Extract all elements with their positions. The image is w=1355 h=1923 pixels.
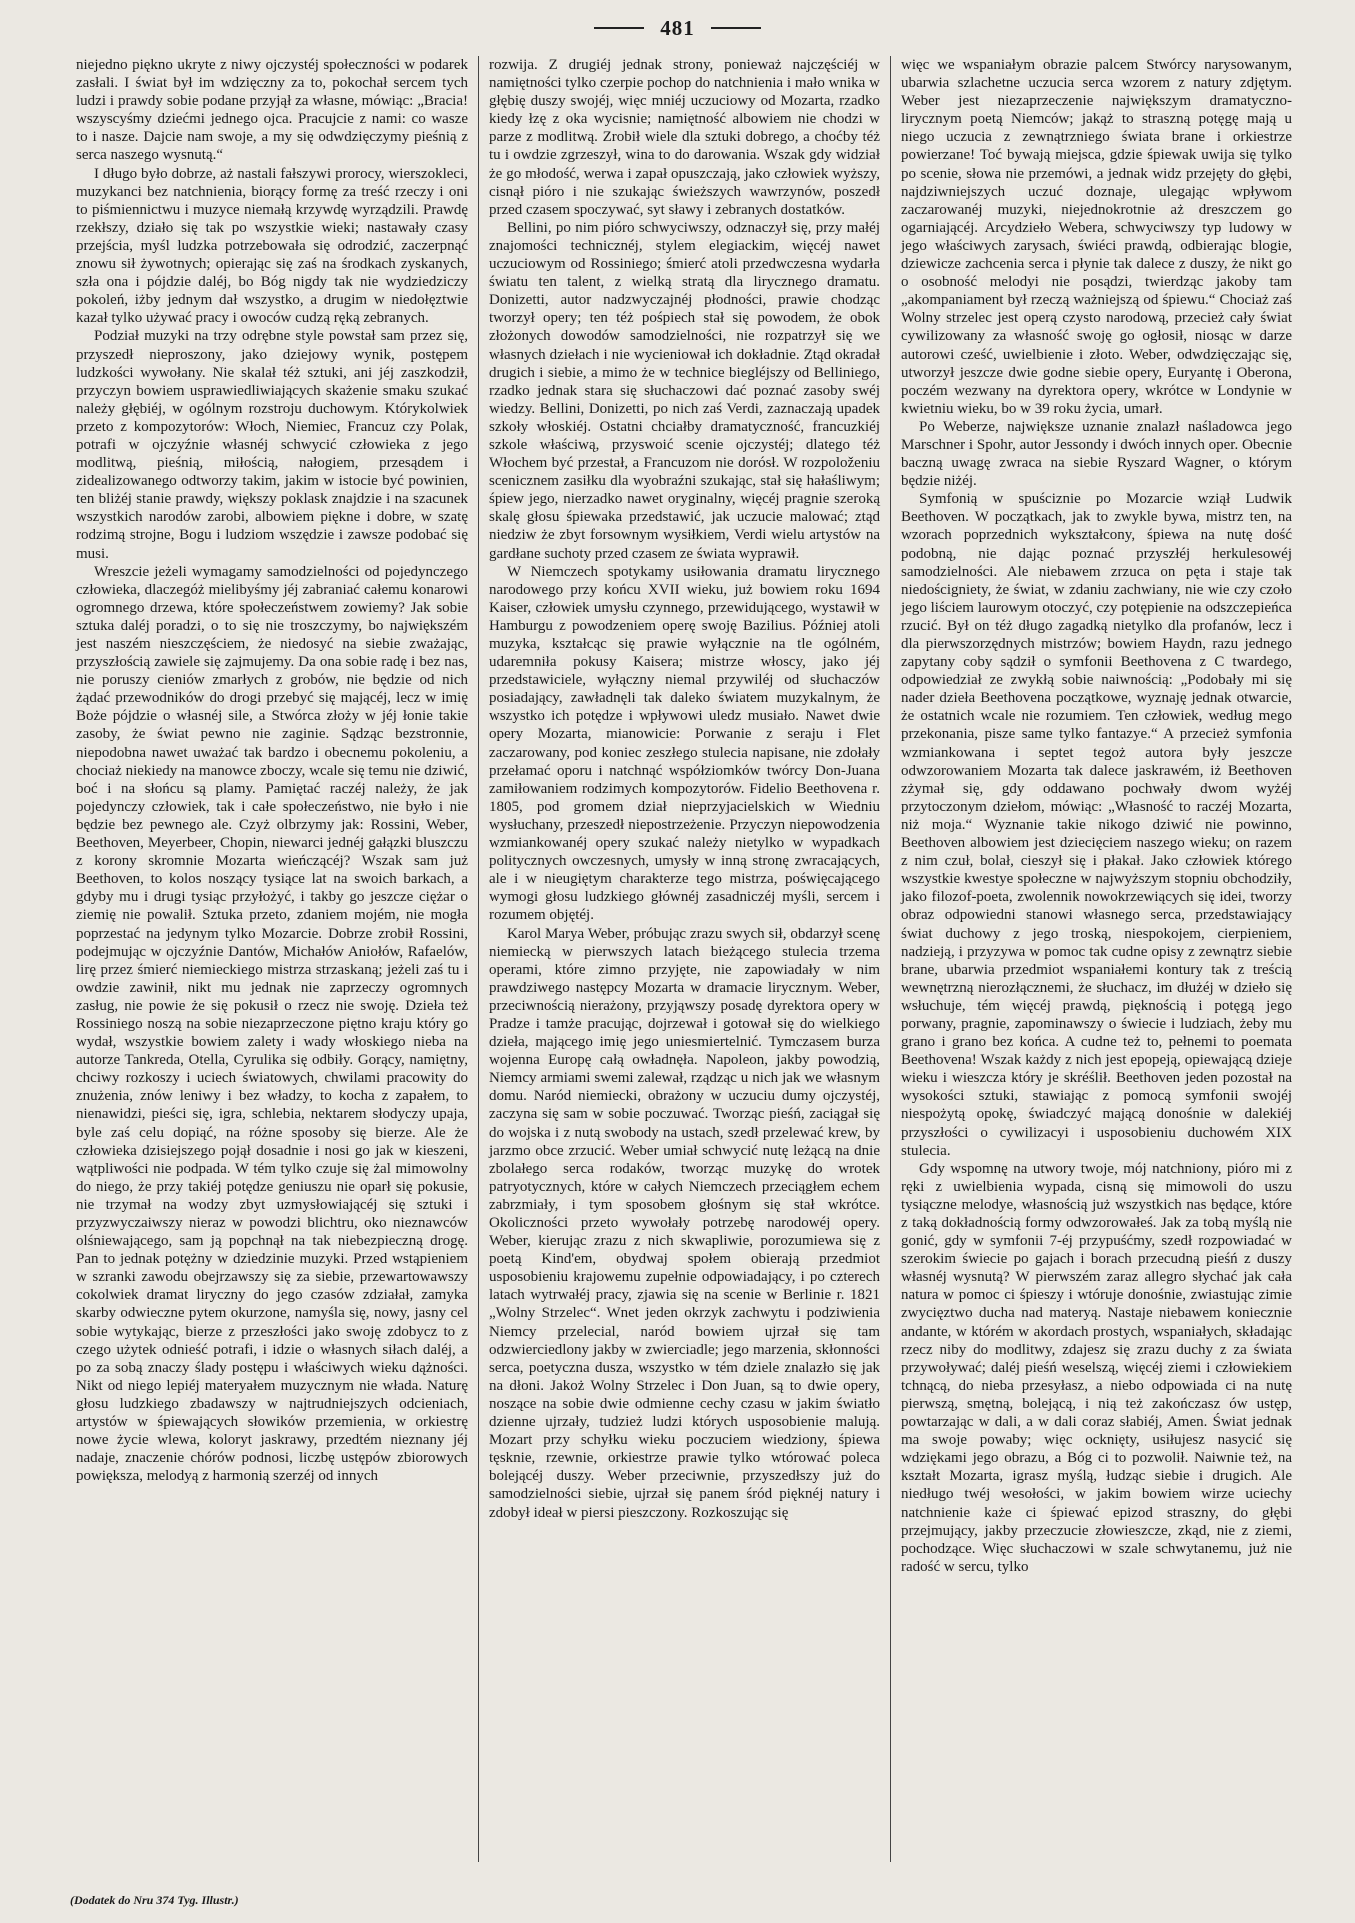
page-header xyxy=(0,14,1355,42)
article-paragraph: Symfonią w spuściznie po Mozarcie wziął Ludwik Beethoven. W początkach, jak to zwykle bywa, mistrz ten, na wzorach poprzednich wykształcony, śpiewa na nutę dość podobną, nie dając poznać przyszłéj herkulesowéj samodzielności. Ale niebawem zrzuca on pęta i staje tak niedościgniety, że świat, w zdaniu zachwiany, nie wie czy czoło jego liściem laurowym otoczyć, czy potępienie na odszczepieńca rzucić. Był on téż długo zagadką nietylko dla profanów, lecz i dla pierwszorzędnych mistrzów; bowiem Haydn, razu jednego zapytany coby sądził o symfonii Beethovena z C twardego, odpowiedział ze zwykłą sobie naiwnością: „Podobały mi się nader dzieła Beethovena początkowe, wyznaję jednak otwarcie, że ostatnich wcale nie rozumiem. Ten człowiek, według mego przekonania, pisze same tylko fantazye.“ A przecież symfonia wzmiankowana i septet tegoż autora były jeszcze odwzorowaniem Mozarta tak dalece jaskrawém, iż Beethoven zżymał się, gdy oddawano pochwały dwom wyżéj przytoczonym dziełom, mówiąc: „Własność to raczéj Mozarta, niż moja.“ Wyznanie takie nikogo dziwić nie powinno, Beethoven albowiem jest dziecięciem naszego wieku; on razem z nim czuł, bolał, cieszył się i płakał. Jako człowiek którego wszystkie kwestye społeczne w najwyższym stopniu obchodziły, jako filozof-poeta, zwolennik nowokrzewiących się idei, tworzy obraz odpowiedni stanowi własnego serca, przedstawiający świat duchowy z jego troską, niespokojem, cierpieniem, nadzieją, i przyzywa w pomoc tak cudne opisy z zewnątrz siebie brane, ubarwia przedmiot wspaniałemi kontury tak z treścią wewnętrzną nierozłącznemi, że słuchacz, im dłużéj w dzieło się wsłuchuje, tém więcéj prawdą, pięknością i potęgą jego porwany, pragnie, zapominawszy o świecie i ludziach, żeby mu grano i grano bez końca. A cudne też to, pełnemi to poemata Beethovena! Wszak każdy z nich jest epopeją, opiewającą dzieje wieku i wieszcza który je skréślił. Beethoven jeden pozostał na wysokości sztuki, stawiając z pomocą symfonii swojéj niespożytą opokę, świadczyć mającą donośnie w dalekiéj przyszłości o cywilizacyi i usposobieniu duchowém XIX stulecia. xyxy=(901,491,1292,1159)
supplement-footnote: (Dodatek do Nru 374 Tyg. Illustr.) xyxy=(70,1893,239,1907)
column-1 xyxy=(66,56,478,1862)
page-number: 481 xyxy=(660,15,695,40)
article-paragraph: Bellini, po nim pióro schwyciwszy, odznaczył się, przy małéj znajomości technicznéj, stylem elegiackim, więcéj nawet uczuciowym od Rossiniego; śmierć atoli przedwczesna wydarła światu ten talent, z wielką stratą dla lirycznego dramatu. Donizetti, autor nadzwyczajnéj płodności, prawie chodząc tworzył opery; ten téż pośpiech stał się powodem, że obok złożonych dowodów samodzielności, nie rozpatrzył się we własnych dziełach i nie wycieniował ich dokładnie. Ztąd okradał drugich i siebie, a mimo że w technice biegléjszy od Belliniego, rzadko jednak stara się słuchaczowi dać poznać zasoby swéj wiedzy. Bellini, Donizetti, po nich zaś Verdi, zaznaczają upadek szkoły włoskiéj. Ostatni chciałby dramatyczność, francuzkiéj szkole właściwą, przyswoić scenie ojczystéj; dlatego téż Włochem być przestał, a Francuzom nie dorósł. W rozpoloženiu scenicznem zasiłku dla wyobraźni szukając, stał się hałaśliwym; śpiew jego, nierzadko nawet oryginalny, więcéj pragnie szeroką skalę głosu śpiewaka przedstawić, jak uczucie malować; ztąd niedziw że zbyt forsownym wysiłkiem, Verdi wielu artystów na gardłane suchoty przed czasem ze świata wyprawił. xyxy=(489,219,880,562)
article-paragraph: niejedno piękno ukryte z niwy ojczystéj społeczności w podarek zasłali. I świat był im wdzięczny za to, pokochał sercem tych ludzi i prawdy sobie podane przyjął za własne, mówiąc: „Bracia! wszyscyśmy dziećmi jednego ojca. Pracujcie z nami: co wasze to i nasze. Dajcie nam swoje, a my się odwdzięczymy pieśnią z serca naszego wysnutą.“ xyxy=(76,57,468,164)
article-paragraph: Gdy wspomnę na utwory twoje, mój natchniony, pióro mi z ręki z uwielbienia wypada, cisną się mimowoli do uszu tysiączne melodye, własnością już wszystkich nas będące, które z taką dokładnością formy odwzorowałeś. Jak za tobą myślą nie gonić, gdy w symfonii 7-éj przypuśćmy, szedł rozpowiadać w szerokim świecie po gajach i borach przecudną pieśń z duszy własnéj wysnutą? W pierwszém zaraz allegro słychać jak cała natura w pomoc ci śpieszy i wtóruje donośnie, zwiastując zimie zwycięztwo ducha nad materyą. Nastaje niebawem koniecznie andante, w którém w akordach prostych, wspaniałych, składając rzecz niby do modlitwy, zdajesz się zrazu duchy z za świata przywoływać; daléj pieśń weselszą, więcéj ziemi i człowiekiem tchnącą, do nieba przesyłasz, a niebo odpowiada ci na nutę pierwszą, smętną, bolejącą, i nią też zakończasz ów ustęp, powtarzając w dali, a w dali coraz słabiéj, Amen. Świat jednak ma swoje powaby; więc ocknięty, usiłujesz nasycić się wdziękami jego obrazu, a Bóg ci to pozwolił. Naiwnie też, na kształt Mozarta, igrasz myślą, łudząc siebie i drugich. Ale niedługo twéj wesołości, w jakim bowiem wirze uciechy natchnienie każe ci śpiewać epizod straszny, do głębi przejmujący, jakby przeczucie złowieszcze, zkąd, nie z ziemi, pochodzące. Więc słuchaczowi w szale schwytanemu, już nie radość w sercu, tylko xyxy=(901,1160,1292,1575)
text-columns xyxy=(66,56,1302,1862)
header-rule-left xyxy=(594,27,644,29)
article-paragraph: Wreszcie jeżeli wymagamy samodzielności od pojedynczego człowieka, dlaczegóż mielibyśmy jéj zabraniać całemu konarowi ogromnego drzewa, które społeczeństwem zowiemy? Jak sobie sztuka daléj poradzi, o to się nie troszczymy, bo największém jest naszém nieszczęściem, że niedosyć na siebie zważając, przyszłością zawiele się zajmujemy. Da ona sobie radę i bez nas, nie poruszy cieniów zmarłych z grobów, nie będzie od nich żądać przewodników do drogi przebyć się mającéj, lecz w imię Boże pójdzie o własnéj sile, a Stwórca złoży w jéj łonie takie zasoby, że świat pewno nie zaginie. Sądząc bezstronnie, niepodobna nawet uważać tak bardzo i obecnemu pokoleniu, a chociaż niekiedy na manowce zboczy, wcale się temu nie dziwić, boć i na słońcu są plamy. Pamiętać raczéj należy, że jak pojedynczy człowiek, tak i całe społeczeństwo, nie było i nie będzie bez pewnego ale. Czyż olbrzymy jak: Rossini, Weber, Beethoven, Meyerbeer, Chopin, niewarci jednéj gałązki bluszczu z korony skromnie Mozarta wieńczącéj? Wszak sam już Beethoven, to kolos noszący tysiące lat na swoich barkach, a gdyby mu i drugi tysiąc przyłożyć, i takby go jeszcze ciężar o ziemię nie powalił. Sztuka przeto, zdaniem mojém, nie mogła poprzestać na jedynym tylko Mozarcie. Dobrze zrobił Rossini, podejmując w ojczyźnie Dantów, Michałów Aniołów, Rafaelów, lirę przez śmierć niemieckiego mistrza strzaskaną; jeżeli zaś tu i owdzie zawinił, nikt mu jednak nie zaprzeczy ogromnych zasług, nie powie że się pokusił o rzecz nie swoję. Dzieła też Rossiniego noszą na sobie niezaprzeczone piętno kraju który go wydał, wszystkie bowiem zalety i wady włoskiego nieba na autorze Tankreda, Otella, Cyrulika się odbiły. Gorący, namiętny, chciwy rozkoszy i uciech światowych, chwilami pracowity do znużenia, znów leniwy i bez władzy, to kocha z zapałem, to nienawidzi, pieści się, igra, schlebia, nektarem słodyczy upaja, byle zaś celu dopiąć, na różne sposoby się bierze. Ale że człowieka dzisiejszego pojął dosadnie i nosi go jak w kieszeni, wątpliwości nie podpada. W tém tylko czuje się żal mimowolny do niego, że przy takiéj potędze geniuszu nie oparł się pokusie, nie trzymał na wodzy zbyt uzmysłowiającéj się sztuki i przyzwyczaiwszy nieraz w powodzi blichtru, oko nieznawców olśniewającego, sam ją popchnął na tak niebezpieczną drogę. Pan to jednak potężny w dziedzinie muzyki. Przed wstąpieniem w szranki zawodu obejrzawszy się za siebie, przewartowawszy cokolwiek dramat liryczny do jego czasów zdziałał, zamyka skarby odwieczne pytem okurzone, namyśla się, nowy, jasny cel sobie wytykając, bierze z przeszłości jako swoję zdobycz to z czego użytek odnieść potrafi, i idzie o własnych siłach daléj, a po za sobą znaczy ślady postępu i właściwych wieku dążności. Nikt od niego lepiéj materyałem muzycznym nie włada. Naturę głosu ludzkiego zbadawszy w najtrudniejszych odcieniach, artystów w śpiewających słowików przemienia, w orkiestrę nowe życie wlewa, koloryt jaskrawy, przedtém nieznany jéj nadaje, znaczenie chórów podnosi, liczbę ustępów zbiorowych powiększa, melodyą z harmonią szerzéj od innych xyxy=(76,563,468,1485)
column-2 xyxy=(478,56,890,1862)
article-paragraph: Karol Marya Weber, próbując zrazu swych sił, obdarzył scenę niemiecką w pierwszych latach bieżącego stulecia trzema operami, które zimno przyjęte, nie zapowiadały w nim prawdziwego następcy Mozarta w dramacie lirycznym. Weber, przeciwnością nierażony, przyjąwszy posadę dyrektora opery w Pradze i tamże pracując, dojrzewał i gotował się do wielkiego dzieła, mającego imię jego uniesmiertelnić. Tymczasem burza wojenna Europę całą owładnęła. Napoleon, jakby powodzią, Niemcy armiami swemi zalewał, rządząc u nich jak we własnym domu. Naród niemiecki, obrażony w uczuciu dumy ojczystéj, zaczyna się sam w sobie poczuwać. Tworząc pieśń, zaciągał się do wojska i z nutą swobody na ustach, szedł przelewać krew, by jarzmo obce zrzucić. Weber umiał schwycić nutę leżącą na dnie zbolałego serca rodaków, tworząc muzykę do wrotek patryotycznych, które w całych Niemczech przeciągłem echem zabrzmiały, i tym sposobem głośnym się stał wkrótce. Okoliczności przeto wywołały potrzebę narodowéj opery. Weber, kierując zrazu z nich skwapliwie, porozumiewa się z poetą Kind'em, obydwaj społem obierają przedmiot usposobieniu krajowemu zupełnie odpowiadający, i po czterech latach wytrwałéj pracy, zjawia się na scenie w Berlinie r. 1821 „Wolny Strzelec“. Wnet jeden okrzyk zachwytu i podziwienia Niemcy przelecial, naród bowiem ujrzał się tam odzwierciedlony jakby w zwierciadle; jego marzenia, skłonności serca, poetyczna dusza, wszystko w tém dziele znalazło się jak na dłoni. Jakoż Wolny Strzelec i Don Juan, są to dwie opery, noszące na sobie dwie odmienne cechy czasu w jakim światło dzienne ujrzały, tudzież ludzi których usposobienie malują. Mozart przy schyłku wieku poczuciem wiedziony, śpiewa tęsknie, rzewnie, orkiestrze prawie tylko wtórować poleca bolejącéj duszy. Weber przeciwnie, przyszedłszy już do samodzielności siebie, ujrzał się panem śród pięknéj natury i zdobył ideał w piersi pieszczony. Rozkoszując się xyxy=(489,925,880,1521)
article-paragraph: Po Weberze, największe uznanie znalazł naśladowca jego Marschner i Spohr, autor Jessondy i dwóch innych oper. Obecnie baczną uwagę zwraca na siebie Ryszard Wagner, o którym będzie niżéj. xyxy=(901,418,1292,490)
article-paragraph: I długo było dobrze, aż nastali fałszywi prorocy, wierszokleci, muzykanci bez natchnienia, biorący formę za treść rzeczy i oni to piśmiennictwu i muzyce niemałą krzywdę wyrządzili. Prawdę rzekłszy, działo się tak po wszystkie wieki; nastawały czasy przejścia, myśl ludzka potrzebowała się odrodzić, zaczerpnąć znowu sił żywotnych; opierając się zaś na środkach zyskanych, szła ona i pójdzie daléj, bo Bóg nigdy tak nie wydziedziczy pokoleń, iżby jednym dał wszystko, a drugim w niedołęztwie kazał tylko używać pracy i owoców cudzą ręką zebranych. xyxy=(76,165,468,327)
article-paragraph: więc we wspaniałym obrazie palcem Stwórcy narysowanym, ubarwia szlachetne uczucia serca wzorem z natury zdjętym. Weber jest niezaprzeczenie największym dramatyczno-lirycznym poetą Niemców; jakąż to straszną potęgę mają u niego uczucia z zewnątrzniego świata brane i orkiestrze powierzane! Toć bywają miejsca, gdzie śpiewak uwija się tylko po scenie, słowa nie przemówi, a jednak widz przejęty do głębi, najdziwniejszych uczuć doznaje, ulegając wpływom zaczarowanéj muzyki, niejednokrotnie aż dreszczem go ogarniającéj. Arcydzieło Webera, schwyciwszy typ ludowy w jego właściwych zarysach, świéci prawdą, odbierając blogie, dziewicze zachcenia serca i płynie tak dalece z duszy, że nikt go o osobność melodyi nie posądzi, twierdząc jakoby tam „akompaniament był rzeczą ważniejszą od śpiewu.“ Chociaż zaś Wolny strzelec jest operą czysto narodową, przecież cały świat cywilizowany za własność swoję go ogłosił, niosąc w darze autorowi cześć, uwielbienie i złoto. Weber, odwdzięczając się, utworzył jeszcze dwie godne siebie opery, Euryantę i Oberona, poczém wezwany na dyrektora opery, wkrótce w Londynie w kwietniu wieku, bo w 39 roku życia, umarł. xyxy=(901,57,1292,417)
article-paragraph: Podział muzyki na trzy odrębne style powstał sam przez się, przyszedł nieproszony, jako dziejowy wynik, postępem ludzkości wywołany. Nie skalał téż sztuki, ani jéj zaszkodził, przyczyn bowiem usprawiedliwiających skażenie smaku szukać należy głębiéj, w ogólnym rozstroju duchowym. Którykolwiek przeto z kompozytorów: Włoch, Niemiec, Francuz czy Polak, potrafi w ojczyźnie własnéj schwycić człowieka z jego modlitwą, pieśnią, miłością, nałogiem, przesądem i zidealizowanego odtworzy takim, jakim w istocie być powinien, ten bliżéj stanie prawdy, większy poklask znajdzie i na szacunek wszystkich narodów zarobi, albowiem piękne i dobre, w szatę rodzimą strojne, Bogu i ludziom wszędzie i zawsze podobać się musi. xyxy=(76,328,468,562)
article-paragraph: W Niemczech spotykamy usiłowania dramatu lirycznego narodowego przy końcu XVII wieku, już bowiem roku 1694 Kaiser, człowiek umysłu czynnego, przewidującego, wystawił w Hamburgu z powodzeniem operę swoję Bazilius. Później atoli muzyka, kształcąc się prawie wyłącznie na tle ogólném, udaremniła pokusy Kaisera; mistrze włoscy, jako jéj przedstawiciele, wyłączny niemal przywiléj od słuchaczów posiadający, zawładnęli tak daleko światem muzykalnym, że wszystko ich potędze i wpływowi uledz musiało. Nawet dwie opery Mozarta, mianowicie: Porwanie z seraju i Flet zaczarowany, pod koniec zeszłego stulecia napisane, nie zdołały przełamać oporu i natchnąć współziomków twórcy Don-Juana zamiłowaniem rodzimych kompozytorów. Fidelio Beethovena r. 1805, pod gromem dział nieprzyjacielskich w Wiedniu wysłuchany, przeszedł niepostrzeżenie. Przyczyn niepowodzenia wzmiankowanéj opery szukać należy nietylko w wypadkach politycznych owczesnych, umysły w inną stronę zwracających, ale i w nieugiętym charakterze tego mistrza, poświęcającego wymogi głosu ludzkiego głównéj zasadniczéj myśli, sercem i rozumem objętéj. xyxy=(489,563,880,924)
article-paragraph: rozwija. Z drugiéj jednak strony, ponieważ najczęściéj w namiętności tylko czerpie pochop do natchnienia i mało wnika w głębię duszy swojéj, więc mniéj uczuciowy od Mozarta, rzadko kiedy łzę z oka wycisnie; namiętność albowiem nie chodzi w parze z modlitwą. Zrobił wiele dla sztuki dobrego, a choćby téż tu i owdzie zgrzeszył, wina to do darowania. Wszak gdy widział że go młodość, werwa i zapał opuszczają, jako człowiek wyższy, cisnął pióro i nie szukając świeższych wawrzynów, poszedł przed czasem spoczywać, syt sławy i zebranych dostatków. xyxy=(489,57,880,218)
header-rule-right xyxy=(711,27,761,29)
column-3 xyxy=(890,56,1302,1862)
